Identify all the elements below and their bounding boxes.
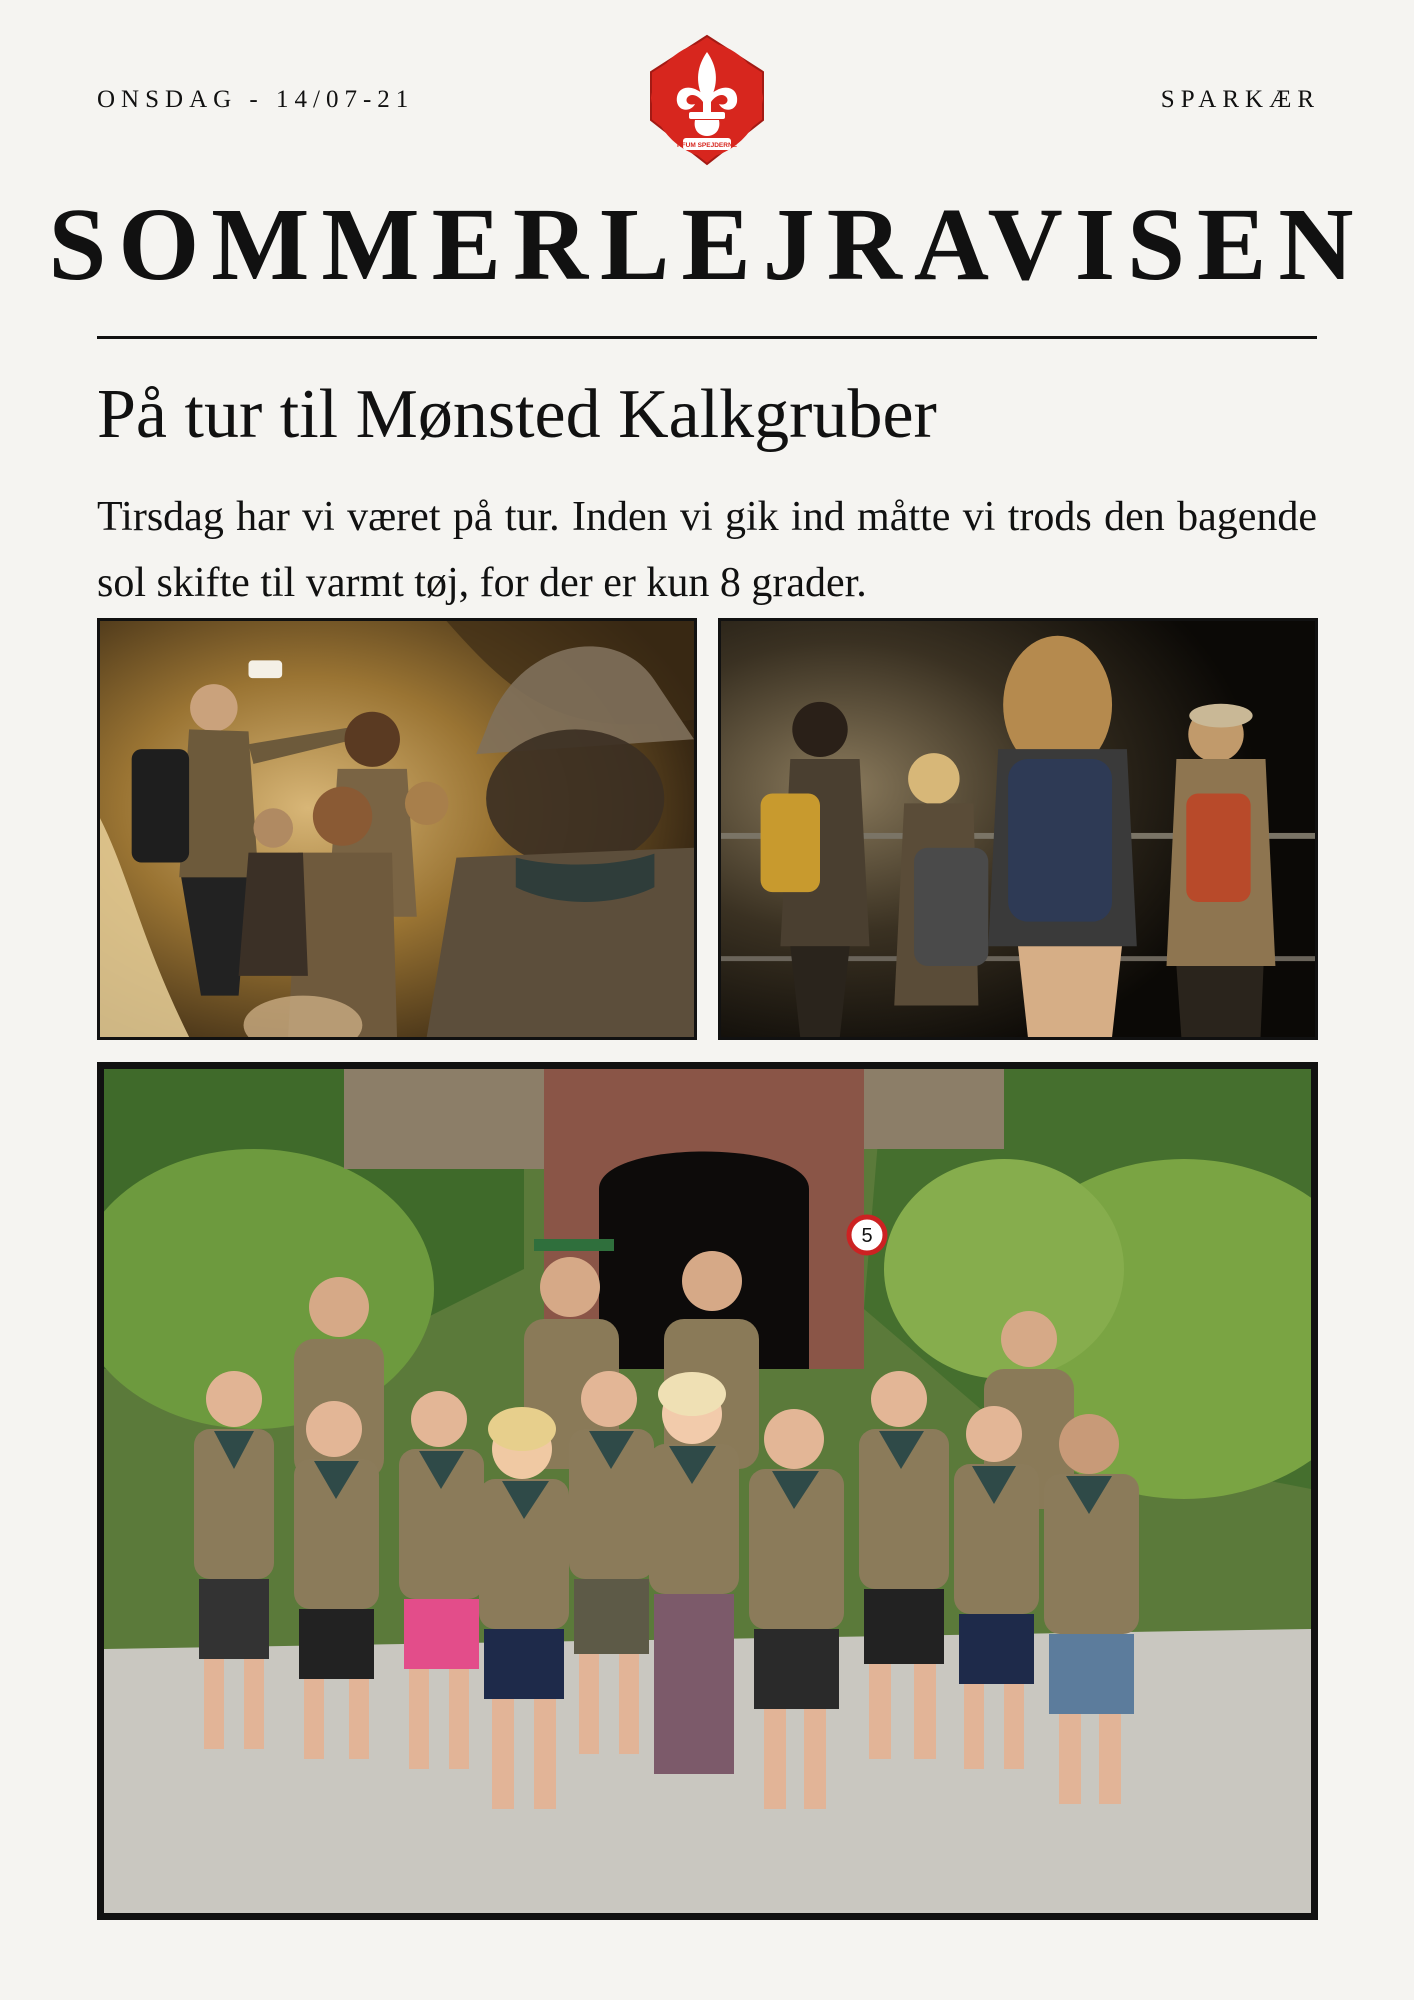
article-lead: Tirsdag har vi været på tur. Inden vi gik ind måtte vi trods den bagende sol skifte til varmt tøj, for der er kun 8 grader. <box>97 494 1317 606</box>
article-headline: På tur til Mønsted Kalkgruber <box>97 376 937 453</box>
group-photo <box>97 1062 1318 1920</box>
speed-sign-text: 5 <box>861 1225 873 1247</box>
photo-scouts-walking-in-cave-icon <box>721 621 1315 1037</box>
newspaper-title: SOMMERLEJRAVISEN <box>48 187 1366 302</box>
masthead-date: ONSDAG - 14/07-21 <box>97 86 415 113</box>
cave-guide-photo <box>97 618 697 1040</box>
photo-scouts-with-guide-in-cave-icon <box>100 621 694 1037</box>
photo-scout-group-at-mine-entrance-icon <box>104 1069 1311 1913</box>
scout-emblem-icon <box>639 32 775 168</box>
title-divider <box>97 336 1317 339</box>
cave-walkway-photo <box>718 618 1318 1040</box>
masthead-place: SPARKÆR <box>1160 86 1320 113</box>
logo-banner-text: KFUM SPEJDERNE <box>677 142 737 149</box>
